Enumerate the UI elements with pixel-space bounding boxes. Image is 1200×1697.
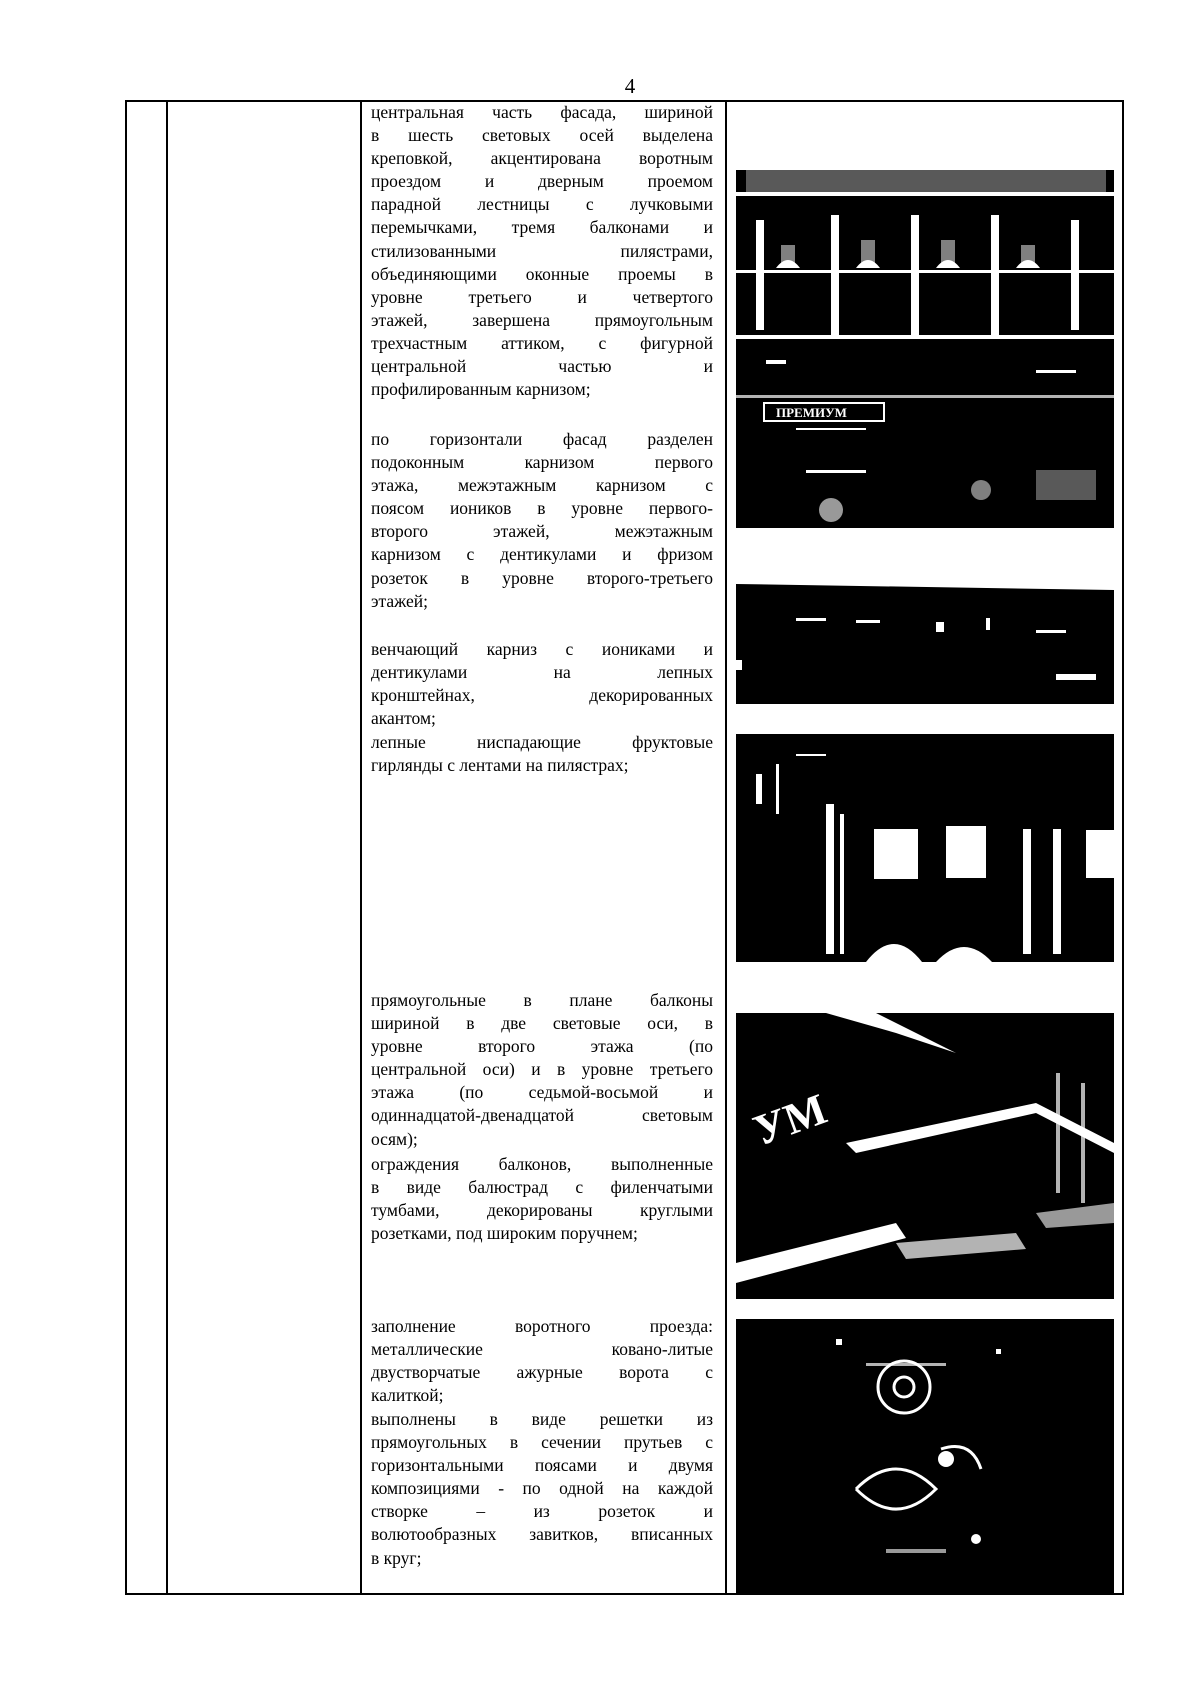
text-line: этажей, завершена прямоугольным — [371, 309, 713, 330]
balcony-photo — [736, 1013, 1114, 1299]
text-line: венчающий карниз с иониками и — [371, 639, 713, 659]
paragraph-central-facade — [371, 101, 713, 401]
text-line: металлические ковано-литые — [371, 1339, 713, 1360]
text-line: розеток в уровне второго-третьего — [371, 567, 713, 588]
text-line: второго этажей, межэтажным — [371, 521, 713, 542]
paragraph-crowning-cornice — [371, 638, 713, 730]
text-line: подоконным карнизом первого — [371, 452, 713, 473]
text-line: стилизованными пилястрами, — [371, 240, 713, 261]
text-line: калиткой; — [371, 1385, 444, 1406]
text-line: этажа (по седьмой-восьмой и — [371, 1082, 713, 1103]
text-line: выполнены в виде решетки из — [371, 1409, 713, 1429]
text-line: профилированным карнизом; — [371, 379, 591, 400]
facade-photo — [736, 170, 1114, 528]
text-line: по горизонтали фасад разделен — [371, 429, 713, 449]
paragraph-gate-grille — [371, 1408, 713, 1570]
text-line: уровне второго этажа (по — [371, 1036, 713, 1057]
paragraph-gate-filling — [371, 1315, 713, 1407]
text-line: объединяющими оконные проемы в — [371, 263, 713, 284]
balcony-sign: УМ — [746, 1084, 834, 1156]
text-line: перемычками, тремя балконами и — [371, 217, 713, 238]
text-line: акантом; — [371, 708, 436, 729]
gate-photo — [736, 1319, 1114, 1595]
text-line: в шесть световых осей выделена — [371, 125, 713, 146]
text-line: уровне третьего и четвертого — [371, 286, 713, 307]
text-line: створке – из розеток и — [371, 1501, 713, 1522]
text-line: трехчастным аттиком, с фигурной — [371, 332, 713, 353]
text-line: волютообразных завитков, вписанных — [371, 1524, 713, 1545]
text-line: шириной в две световые оси, в — [371, 1013, 713, 1034]
text-line: этажей; — [371, 590, 428, 611]
text-line: гирлянды с лентами на пилястрах; — [371, 755, 629, 776]
text-line: проездом и дверным проемом — [371, 171, 713, 192]
facade-sign: ПРЕМИУМ — [776, 405, 847, 420]
text-line: креповкой, акцентирована воротным — [371, 148, 713, 169]
text-line: карнизом с дентикулами и фризом — [371, 544, 713, 565]
pilasters-photo — [736, 734, 1114, 962]
text-line: центральная часть фасада, шириной — [371, 102, 713, 122]
column-divider-2 — [360, 100, 362, 1595]
text-line: ограждения балконов, выполненные — [371, 1154, 713, 1174]
column-divider-1 — [166, 100, 168, 1595]
text-line: прямоугольные в плане балконы — [371, 990, 713, 1010]
text-line: одиннадцатой-двенадцатой световым — [371, 1105, 713, 1126]
text-line: заполнение воротного проезда: — [371, 1316, 713, 1336]
paragraph-balconies — [371, 989, 713, 1151]
page-number: 4 — [624, 74, 636, 98]
text-line: парадной лестницы с лучковыми — [371, 194, 713, 215]
text-line: композициями - по одной на каждой — [371, 1478, 713, 1499]
text-line: тумбами, декорированы круглыми — [371, 1200, 713, 1221]
text-line: центральной оси) и в уровне третьего — [371, 1059, 713, 1080]
text-line: осям); — [371, 1128, 418, 1149]
text-line: розетками, под широким поручнем; — [371, 1223, 638, 1244]
cornice-photo — [736, 570, 1114, 704]
text-line: кронштейнах, декорированных — [371, 685, 713, 706]
text-line: в виде балюстрад с филенчатыми — [371, 1177, 713, 1198]
text-line: центральной частью и — [371, 356, 713, 377]
text-line: поясом иоников в уровне первого- — [371, 498, 713, 519]
text-line: в круг; — [371, 1547, 422, 1568]
text-line: лепные ниспадающие фруктовые — [371, 732, 713, 752]
text-line: прямоугольных в сечении прутьев с — [371, 1432, 713, 1453]
paragraph-balcony-railings — [371, 1153, 713, 1245]
paragraph-horizontal-division — [371, 428, 713, 613]
text-line: двустворчатые ажурные ворота с — [371, 1362, 713, 1383]
column-divider-3 — [725, 100, 727, 1595]
text-line: этажа, межэтажным карнизом с — [371, 475, 713, 496]
paragraph-garlands — [371, 731, 713, 777]
text-line: горизонтальными поясами и двумя — [371, 1455, 713, 1476]
text-line: дентикулами на лепных — [371, 662, 713, 683]
